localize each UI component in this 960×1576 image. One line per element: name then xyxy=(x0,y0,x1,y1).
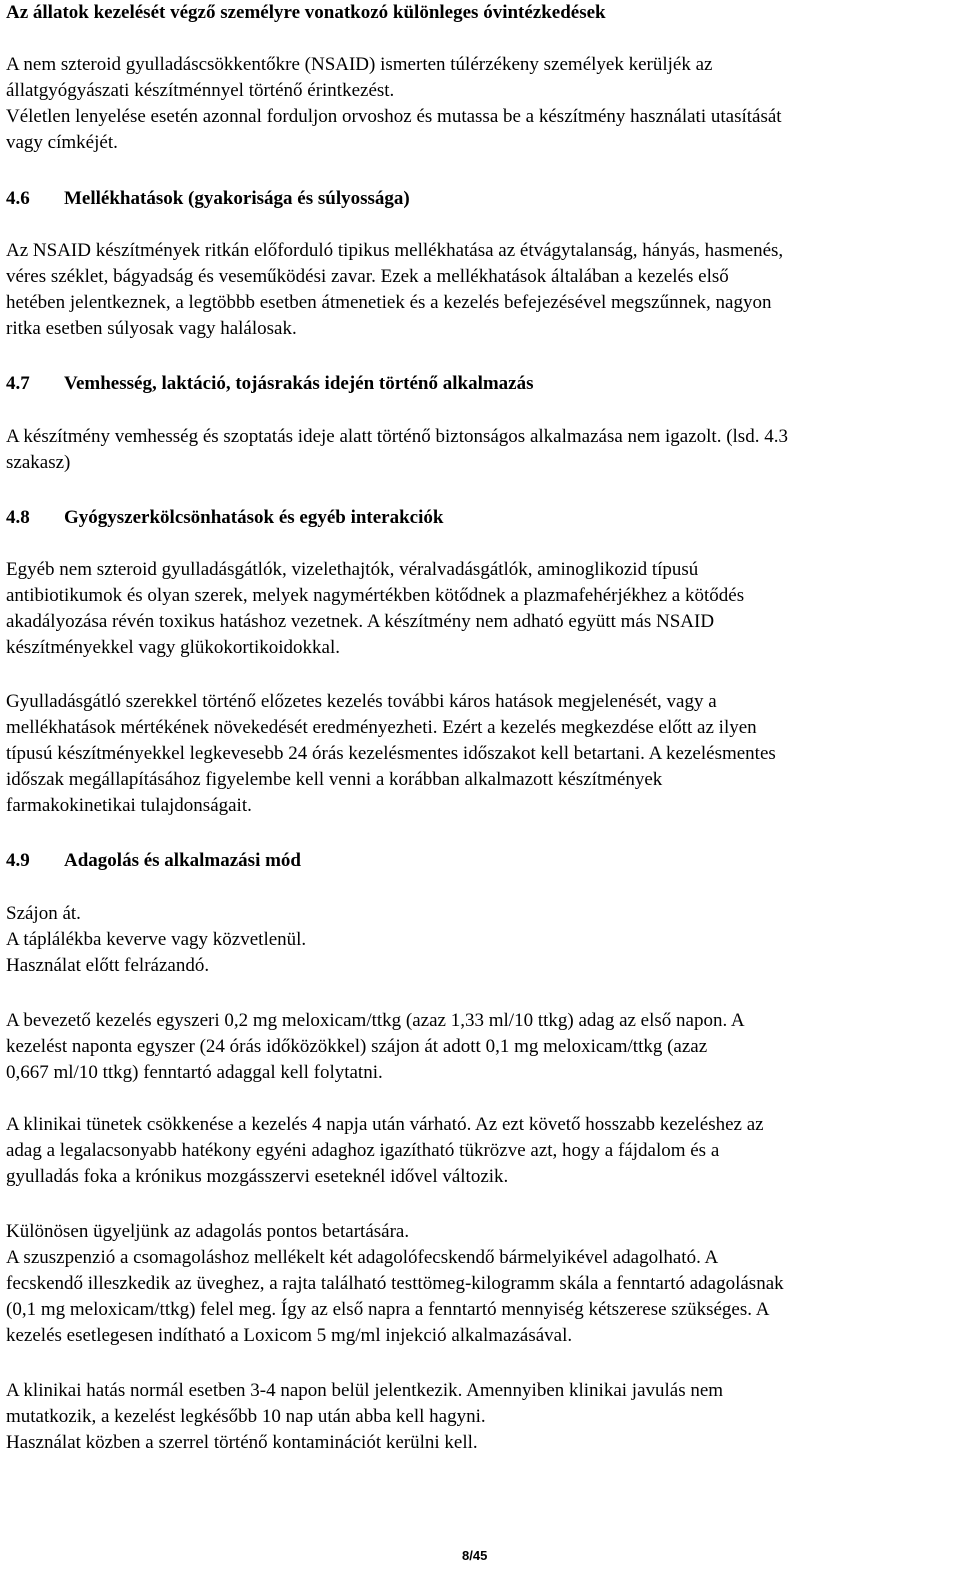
text-line: vagy címkéjét. xyxy=(6,132,118,153)
page-number: 8/45 xyxy=(462,1548,488,1563)
text-line: 0,667 ml/10 ttkg) fenntartó adaggal kell folytatni. xyxy=(6,1062,383,1083)
text-line: adag a legalacsonyabb hatékony egyéni adaghoz igazítható tükrözve azt, hogy a fájdalom és a xyxy=(6,1140,720,1161)
text-line: A klinikai tünetek csökkenése a kezelés 4 napja után várható. Az ezt követő hosszabb kezeléshez az xyxy=(6,1114,764,1135)
section-title-4-9: Adagolás és alkalmazási mód xyxy=(64,850,301,871)
text-line: fecskendő illeszkedik az üveghez, a rajta található testtömeg-kilogramm skála a fenntartó adagolásnak xyxy=(6,1273,784,1294)
section-title-4-8: Gyógyszerkölcsönhatások és egyéb interakciók xyxy=(64,507,444,528)
text-line: időszak megállapításához figyelembe kell venni a korábban alkalmazott készítmények xyxy=(6,769,663,790)
text-line: Az NSAID készítmények ritkán előforduló tipikus mellékhatása az étvágytalanság, hányás, hasmenés, xyxy=(6,240,784,261)
text-line: kezelés esetlegesen indítható a Loxicom 5 mg/ml injekció alkalmazásával. xyxy=(6,1325,573,1346)
text-line: mellékhatások mértékének növekedését eredményezheti. Ezért a kezelés megkezdése előtt az ilyen xyxy=(6,717,757,738)
text-line: (0,1 mg meloxicam/ttkg) felel meg. Így az első napra a fenntartó mennyiség kétszerese szükséges. A xyxy=(6,1299,770,1320)
text-line: antibiotikumok és olyan szerek, melyek nagymértékben kötődnek a plazmafehérjékhez a kötődés xyxy=(6,585,745,606)
text-line: állatgyógyászati készítménnyel történő érintkezést. xyxy=(6,80,395,101)
text-line: Gyulladásgátló szerekkel történő előzetes kezelés további káros hatások megjelenését, vagy a xyxy=(6,691,717,712)
text-line: A bevezető kezelés egyszeri 0,2 mg meloxicam/ttkg (azaz 1,33 ml/10 ttkg) adag az első napon. A xyxy=(6,1010,745,1031)
text-line: ritka esetben súlyosak vagy halálosak. xyxy=(6,318,297,339)
text-line: típusú készítményekkel legkevesebb 24 órás kezelésmentes időszakot kell betartani. A kezelésmentes xyxy=(6,743,776,764)
text-line: akadályozása révén toxikus hatáshoz vezetnek. A készítmény nem adható együtt más NSAID xyxy=(6,611,715,632)
text-line: hetében jelentkeznek, a legtöbbb esetben átmenetiek és a kezelés befejezésével megszűnnek, nagyon xyxy=(6,292,772,313)
section-title-4-6: Mellékhatások (gyakorisága és súlyossága) xyxy=(64,188,410,209)
section-number-4-6: 4.6 xyxy=(6,188,30,209)
text-line: A készítmény vemhesség és szoptatás ideje alatt történő biztonságos alkalmazása nem igazolt. (lsd. 4.3 xyxy=(6,426,788,447)
text-line: véres széklet, bágyadság és veseműködési zavar. Ezek a mellékhatások általában a kezelés első xyxy=(6,266,729,287)
text-line: farmakokinetikai tulajdonságait. xyxy=(6,795,252,816)
section-title-4-7: Vemhesség, laktáció, tojásrakás idején történő alkalmazás xyxy=(64,373,534,394)
section-heading-precautions: Az állatok kezelését végző személyre vonatkozó különleges óvintézkedések xyxy=(6,2,606,23)
text-line: kezelést naponta egyszer (24 órás időközökkel) szájon át adott 0,1 mg meloxicam/ttkg (azaz xyxy=(6,1036,708,1057)
text-line: Véletlen lenyelése esetén azonnal forduljon orvoshoz és mutassa be a készítmény használati utasítását xyxy=(6,106,782,127)
text-line: Szájon át. xyxy=(6,903,81,924)
section-number-4-7: 4.7 xyxy=(6,373,30,394)
section-number-4-8: 4.8 xyxy=(6,507,30,528)
text-line: A klinikai hatás normál esetben 3-4 napon belül jelentkezik. Amennyiben klinikai javulás nem xyxy=(6,1380,724,1401)
text-line: gyulladás foka a krónikus mozgásszervi eseteknél idővel változik. xyxy=(6,1166,509,1187)
text-line: Használat közben a szerrel történő kontaminációt kerülni kell. xyxy=(6,1432,478,1453)
text-line: Különösen ügyeljünk az adagolás pontos betartására. xyxy=(6,1221,410,1242)
text-line: Használat előtt felrázandó. xyxy=(6,955,210,976)
text-line: szakasz) xyxy=(6,452,71,473)
text-line: A táplálékba keverve vagy közvetlenül. xyxy=(6,929,307,950)
text-line: A szuszpenzió a csomagoláshoz mellékelt két adagolófecskendő bármelyikével adagolható. A xyxy=(6,1247,719,1268)
text-line: mutatkozik, a kezelést legkésőbb 10 nap után abba kell hagyni. xyxy=(6,1406,486,1427)
text-line: készítményekkel vagy glükokortikoidokkal. xyxy=(6,637,341,658)
text-line: A nem szteroid gyulladáscsökkentőkre (NSAID) ismerten túlérzékeny személyek kerüljék az xyxy=(6,54,713,75)
text-line: Egyéb nem szteroid gyulladásgátlók, vizelethajtók, véralvadásgátlók, aminoglikozid típusú xyxy=(6,559,699,580)
section-number-4-9: 4.9 xyxy=(6,850,30,871)
